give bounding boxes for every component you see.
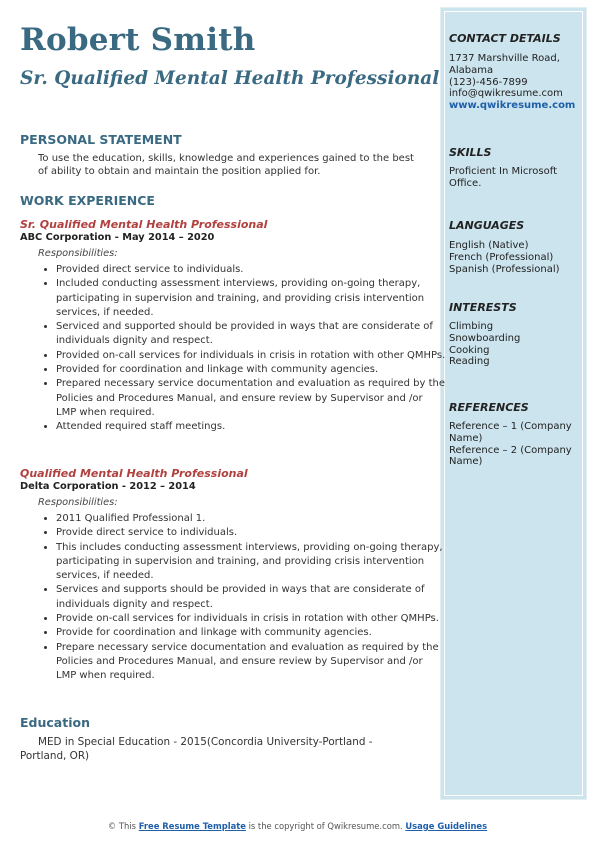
education-heading: Education: [20, 715, 90, 730]
education-text: MED in Special Education - 2015(Concordia University-Portland - Portland, OR): [20, 736, 373, 762]
candidate-name: Robert Smith: [20, 22, 256, 58]
contact-details: [449, 53, 583, 112]
job-title: Qualified Mental Health Professional: [20, 467, 248, 480]
personal-statement-heading: PERSONAL STATEMENT: [20, 132, 182, 147]
list-item: • Included conducting assessment interviews, providing on-going therapy, participating in supervision and training, and providing crisis intervention services, if needed.: [56, 277, 446, 320]
languages-heading: LANGUAGES: [449, 219, 525, 232]
list-item: • Provide direct service to individuals.: [56, 526, 446, 540]
job-company-dates: Delta Corporation - 2012 – 2014: [20, 481, 196, 492]
interests-heading: INTERESTS: [449, 301, 517, 314]
list-item: Cooking: [449, 344, 490, 356]
contact-website-link[interactable]: www.qwikresume.com: [449, 100, 576, 112]
job-bullet-list: [38, 263, 446, 435]
work-experience-heading: WORK EXPERIENCE: [20, 193, 155, 208]
list-item: • Prepare necessary service documentation and evaluation as required by the Policies and Procedures Manual, and ensure review by Supervisor and /or LMP when required.: [56, 641, 446, 684]
list-item: • Provided for coordination and linkage with community agencies.: [56, 363, 446, 377]
list-item: Reading: [449, 356, 490, 368]
list-item: • Services and supports should be provided in ways that are considerate of individuals dignity and respect.: [56, 583, 446, 612]
footer-prefix: © This: [107, 821, 139, 831]
usage-guidelines-link[interactable]: Usage Guidelines: [405, 821, 488, 831]
list-item: Climbing: [449, 321, 494, 332]
footer-copyright-text: is the copyright of Qwikresume.com.: [245, 821, 406, 831]
list-item: • 2011 Qualified Professional 1.: [56, 512, 446, 526]
job-company-dates: ABC Corporation - May 2014 – 2020: [20, 232, 215, 243]
footer: [0, 821, 595, 831]
skills-text: Proficient In Microsoft Office.: [449, 166, 558, 189]
personal-statement-text: To use the education, skills, knowledge and experiences gained to the best of ability to obtain and maintain the position applied for.: [38, 153, 414, 177]
list-item: • Provide for coordination and linkage with community agencies.: [56, 626, 446, 640]
responsibilities-label: Responsibilities:: [38, 497, 118, 508]
candidate-title: Sr. Qualified Mental Health Professional: [20, 68, 440, 89]
responsibilities-label: Responsibilities:: [38, 248, 118, 259]
languages-list: [449, 240, 583, 275]
list-item: • Provide on-call services for individuals in crisis in rotation with other QMHPs.: [56, 612, 446, 626]
list-item: French (Professional): [449, 251, 554, 263]
contact-address-line: 1737 Marshville Road,: [449, 53, 560, 64]
list-item: • Attended required staff meetings.: [56, 420, 446, 434]
job-bullet-list: [38, 512, 446, 684]
list-item: • Prepared necessary service documentation and evaluation as required by the Policies and Procedures Manual, and ensure review by Supervisor and /or LMP when required.: [56, 377, 446, 420]
list-item: Spanish (Professional): [449, 263, 560, 275]
list-item: English (Native): [449, 240, 529, 251]
references-list: [449, 421, 583, 468]
free-resume-template-link[interactable]: Free Resume Template: [138, 821, 246, 831]
references-heading: REFERENCES: [449, 401, 529, 414]
list-item: Reference – 1 (Company Name): [449, 421, 572, 444]
skills-heading: SKILLS: [449, 146, 492, 159]
contact-email[interactable]: info@qwikresume.com: [449, 88, 563, 100]
list-item: Snowboarding: [449, 332, 521, 344]
contact-phone: (123)-456-7899: [449, 76, 528, 88]
list-item: • Serviced and supported should be provided in ways that are considerate of individuals dignity and respect.: [56, 320, 446, 349]
interests-list: [449, 321, 583, 368]
list-item: • This includes conducting assessment interviews, providing on-going therapy, participating in supervision and training, and providing crisis intervention services, if needed.: [56, 541, 446, 584]
list-item: Reference – 2 (Company Name): [449, 444, 572, 468]
contact-heading: CONTACT DETAILS: [449, 32, 561, 45]
contact-address-line: Alabama: [449, 64, 494, 76]
list-item: • Provided on-call services for individuals in crisis in rotation with other QMHPs.: [56, 349, 446, 363]
job-title: Sr. Qualified Mental Health Professional: [20, 218, 268, 231]
list-item: • Provided direct service to individuals.: [56, 263, 446, 277]
